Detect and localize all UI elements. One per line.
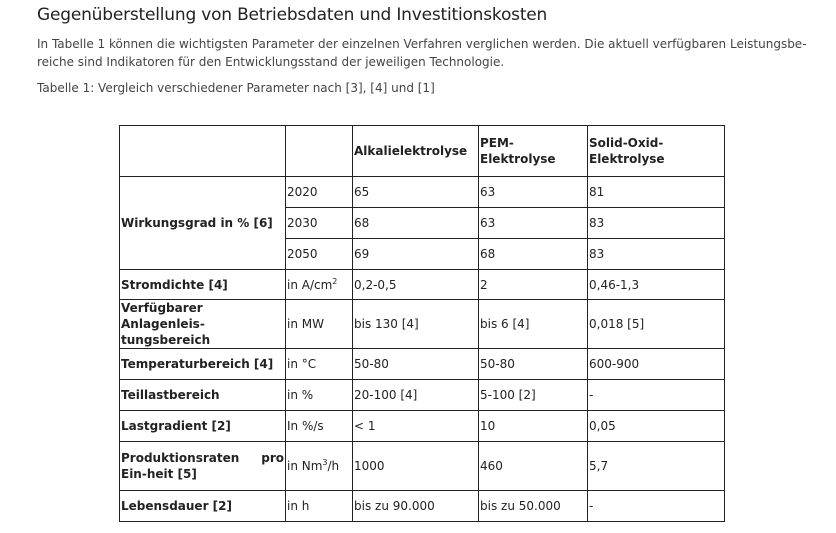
value-cell: - xyxy=(588,380,725,411)
unit-cell: in % xyxy=(286,380,353,411)
unit-cell xyxy=(286,270,353,300)
value-cell: 50-80 xyxy=(353,349,479,380)
value-cell: 63 xyxy=(479,208,588,239)
value-cell: 83 xyxy=(588,239,725,270)
unit-text-tail: /h xyxy=(327,459,340,473)
header-alkali: Alkalielektrolyse xyxy=(353,126,479,177)
unit-text: in A/cm xyxy=(287,277,333,292)
header-cell-empty xyxy=(286,126,353,177)
row-label: Teillastbereich xyxy=(120,380,286,411)
year-cell: 2020 xyxy=(286,177,353,208)
value-cell: 460 xyxy=(479,442,588,491)
value-cell: 68 xyxy=(353,208,479,239)
value-cell: 0,2-0,5 xyxy=(353,270,479,300)
value-cell: < 1 xyxy=(353,411,479,442)
value-cell: bis 6 [4] xyxy=(479,300,588,349)
intro-paragraph: In Tabelle 1 können die wichtigsten Parameter der einzelnen Verfahren verglichen werden. Die aktuell verfügbaren Leistungsbe-reiche sind Indikatoren für den Entwicklungsstand der jeweiligen Technologie. xyxy=(37,37,807,69)
table-row xyxy=(120,349,725,380)
value-cell: 83 xyxy=(588,208,725,239)
table-caption: Tabelle 1: Vergleich verschiedener Parameter nach [3], [4] und [1] xyxy=(37,81,435,95)
table-row xyxy=(120,380,725,411)
value-cell: 68 xyxy=(479,239,588,270)
value-cell: bis zu 50.000 xyxy=(479,491,588,522)
value-cell: 69 xyxy=(353,239,479,270)
section-heading: Gegenüberstellung von Betriebsdaten und Investitionskosten xyxy=(37,5,548,25)
table-row xyxy=(120,177,725,208)
table-row xyxy=(120,491,725,522)
value-cell: 10 xyxy=(479,411,588,442)
value-cell: bis 130 [4] xyxy=(353,300,479,349)
unit-text: in Nm xyxy=(287,459,323,473)
table-row xyxy=(120,300,725,349)
row-label: Produktionsraten pro Ein-heit [5] xyxy=(120,442,286,491)
table-row xyxy=(120,411,725,442)
value-cell: 63 xyxy=(479,177,588,208)
value-cell: 50-80 xyxy=(479,349,588,380)
unit-cell: in °C xyxy=(286,349,353,380)
year-cell: 2030 xyxy=(286,208,353,239)
row-label-wirkungsgrad: Wirkungsgrad in % [6] xyxy=(120,177,286,270)
row-label: Temperaturbereich [4] xyxy=(120,349,286,380)
header-soe: Solid-Oxid-Elektrolyse xyxy=(588,126,725,177)
value-cell: 20-100 [4] xyxy=(353,380,479,411)
value-cell: 65 xyxy=(353,177,479,208)
table-row xyxy=(120,442,725,491)
header-cell-empty xyxy=(120,126,286,177)
year-cell: 2050 xyxy=(286,239,353,270)
comparison-table xyxy=(119,125,725,522)
table-header-row xyxy=(120,126,725,177)
value-cell: 5,7 xyxy=(588,442,725,491)
header-pem: PEM-Elektrolyse xyxy=(479,126,588,177)
value-cell: bis zu 90.000 xyxy=(353,491,479,522)
unit-superscript: 3 xyxy=(322,458,328,467)
value-cell: 5-100 [2] xyxy=(479,380,588,411)
value-cell: 81 xyxy=(588,177,725,208)
row-label: Verfügbarer Anlagenleis-tungsbereich xyxy=(120,300,286,349)
row-label: Lebensdauer [2] xyxy=(120,491,286,522)
value-cell: 0,018 [5] xyxy=(588,300,725,349)
value-cell: - xyxy=(588,491,725,522)
row-label: Lastgradient [2] xyxy=(120,411,286,442)
unit-cell: in h xyxy=(286,491,353,522)
value-cell: 2 xyxy=(479,270,588,300)
table-row xyxy=(120,270,725,300)
unit-cell: In %/s xyxy=(286,411,353,442)
value-cell: 600-900 xyxy=(588,349,725,380)
value-cell: 0,46-1,3 xyxy=(588,270,725,300)
unit-superscript: 2 xyxy=(332,276,338,286)
unit-cell: in MW xyxy=(286,300,353,349)
unit-cell xyxy=(286,442,353,491)
value-cell: 1000 xyxy=(353,442,479,491)
value-cell: 0,05 xyxy=(588,411,725,442)
row-label: Stromdichte [4] xyxy=(120,270,286,300)
